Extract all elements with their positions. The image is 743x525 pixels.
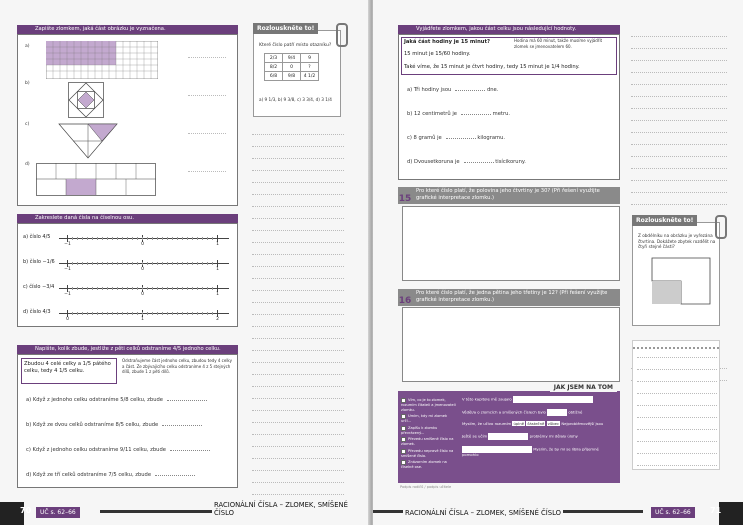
example-note: Hodina má 60 minut, takže musíme vyjádřit zlomek se jmenovatelem 60. bbox=[514, 38, 603, 49]
puzzle-title-2: Rozlouskněte to! bbox=[632, 215, 697, 226]
reflection-line-2: Věděl/a o zlomcích a smíšených číslech bylo obtížné bbox=[462, 409, 583, 415]
axis-minor-tick bbox=[162, 312, 163, 315]
axis-minor-tick bbox=[117, 312, 118, 315]
axis-minor-tick bbox=[82, 312, 83, 315]
exercise-15-header: Pro které číslo platí, že polovina jeho čtvrtiny je 30? (Při řešení využijte grafické interpretace zlomku.) bbox=[398, 187, 620, 204]
axis-minor-tick bbox=[72, 312, 73, 315]
axis-minor-tick bbox=[212, 237, 213, 240]
axis-minor-tick bbox=[97, 262, 98, 265]
notes-lines-left bbox=[252, 134, 344, 518]
axis-minor-tick bbox=[82, 237, 83, 240]
axis-minor-tick bbox=[142, 237, 143, 240]
axis-minor-tick bbox=[132, 287, 133, 290]
axis-minor-tick bbox=[147, 312, 148, 315]
axis-minor-tick bbox=[167, 312, 168, 315]
reflection-line-5: Myslím, že by mi se líbila příjemné pomohlo bbox=[462, 446, 599, 457]
grid-cell: ? bbox=[301, 63, 319, 72]
axis-minor-tick bbox=[157, 237, 158, 240]
axis-tick-label: 0 bbox=[66, 317, 69, 322]
axis-minor-tick bbox=[192, 312, 193, 315]
answer-lines-11 bbox=[188, 57, 226, 183]
notepad bbox=[632, 340, 720, 470]
axis-tick-label: 1 bbox=[141, 317, 144, 322]
assessment-item: Zapíšu k zlomku převrácený... bbox=[401, 425, 438, 435]
grid-cell: 0 bbox=[283, 63, 301, 72]
l-shape-figure bbox=[651, 257, 711, 305]
axis-minor-tick bbox=[142, 312, 143, 315]
option-castecne[interactable]: částečně bbox=[527, 421, 545, 426]
assessment-item: Vím, co je to zlomek, rozumím čitateli a jmenovateli zlomku. bbox=[401, 398, 456, 412]
ex13-item-d: d) Když ze tří celků odstraníme 7/5 celku, zbude bbox=[26, 472, 195, 478]
puzzle-box-1 bbox=[253, 25, 341, 117]
axis-tick-label: 0 bbox=[141, 267, 144, 272]
grid-cell: 4 1/2 bbox=[301, 72, 319, 81]
reflection-line-4: Ještě se učím problémy mi dělaly úlohy bbox=[462, 433, 578, 438]
page-ref-left: UČ s. 62–66 bbox=[36, 507, 80, 518]
puzzle-grid bbox=[264, 53, 319, 81]
axis-minor-tick bbox=[147, 287, 148, 290]
square-figure-b bbox=[68, 82, 104, 118]
axis-minor-tick bbox=[157, 312, 158, 315]
axis-minor-tick bbox=[132, 262, 133, 265]
notes-lines-right bbox=[631, 36, 727, 216]
axis-minor-tick bbox=[117, 237, 118, 240]
axis-minor-tick bbox=[142, 287, 143, 290]
axis-tick bbox=[217, 235, 218, 242]
axis-minor-tick bbox=[72, 287, 73, 290]
axis-minor-tick bbox=[182, 287, 183, 290]
axis-minor-tick bbox=[122, 312, 123, 315]
self-assessment-list bbox=[401, 398, 457, 472]
axis-minor-tick bbox=[107, 262, 108, 265]
axis-minor-tick bbox=[152, 237, 153, 240]
axis-minor-tick bbox=[162, 237, 163, 240]
axis-minor-tick bbox=[187, 237, 188, 240]
axis-minor-tick bbox=[127, 287, 128, 290]
signature-caption: Podpis rodičů / podpis učitele bbox=[400, 485, 452, 489]
footer-title-left: RACIONÁLNÍ ČÍSLA – ZLOMEK, SMÍŠENÉ ČÍSLO bbox=[212, 501, 370, 517]
axis-minor-tick bbox=[197, 237, 198, 240]
axis-minor-tick bbox=[177, 262, 178, 265]
page-number-left: 70 bbox=[20, 506, 32, 515]
axis-minor-tick bbox=[202, 237, 203, 240]
axis-minor-tick bbox=[207, 262, 208, 265]
axis-tick-label: 1 bbox=[216, 242, 219, 247]
axis-tick-label: −1 bbox=[64, 267, 71, 272]
axis-minor-tick bbox=[77, 287, 78, 290]
axis-minor-tick bbox=[177, 287, 178, 290]
clip-icon bbox=[715, 215, 727, 239]
number-line-axis[interactable] bbox=[59, 288, 229, 289]
grid-figure-a bbox=[46, 41, 158, 79]
axis-minor-tick bbox=[157, 287, 158, 290]
axis-minor-tick bbox=[152, 312, 153, 315]
axis-minor-tick bbox=[92, 287, 93, 290]
axis-minor-tick bbox=[162, 262, 163, 265]
reflection-line-3: Myslím, že učivo rozumím úplně částečně vůbec Nejproblémovější jsou bbox=[462, 421, 604, 426]
puzzle-title-1: Rozlouskněte to! bbox=[253, 23, 318, 34]
ex14-item-a: a) Tři hodiny jsou dne. bbox=[407, 87, 499, 93]
left-page bbox=[0, 0, 370, 525]
axis-minor-tick bbox=[132, 312, 133, 315]
axis-minor-tick bbox=[82, 262, 83, 265]
axis-minor-tick bbox=[97, 287, 98, 290]
axis-minor-tick bbox=[107, 237, 108, 240]
axis-tick-label: −1 bbox=[64, 292, 71, 297]
axis-minor-tick bbox=[112, 262, 113, 265]
axis-minor-tick bbox=[112, 312, 113, 315]
axis-minor-tick bbox=[202, 287, 203, 290]
axis-tick bbox=[67, 310, 68, 317]
axis-minor-tick bbox=[182, 262, 183, 265]
axis-tick bbox=[67, 260, 68, 267]
axis-minor-tick bbox=[112, 287, 113, 290]
axis-minor-tick bbox=[122, 237, 123, 240]
label-c: c) bbox=[25, 122, 30, 127]
puzzle-answers: a) 9 1/3, b) 9 3/8, c) 3 3/4, d) 3 1/4 bbox=[259, 97, 332, 102]
grid-cell: 6/8 bbox=[265, 72, 283, 81]
assessment-item: Převedu nepravé číslo na smíšené číslo. bbox=[401, 448, 454, 458]
axis-minor-tick bbox=[207, 312, 208, 315]
axis-minor-tick bbox=[77, 237, 78, 240]
grid-cell: 9 bbox=[301, 54, 319, 63]
reflection-input-1[interactable] bbox=[513, 396, 593, 403]
exercise-14-header: Vyjádřete zlomkem, jakou část celku jsou následující hodnoty. bbox=[398, 25, 620, 34]
puzzle-question-2: Z obdélníku na obrázku je vyřezána čtvrtina. Dokážete zbytek rozdělit na čtyři stejné části? bbox=[638, 233, 716, 249]
footer-right-block bbox=[719, 502, 743, 525]
axis-minor-tick bbox=[87, 262, 88, 265]
number-line-label: d) číslo 4/3 bbox=[23, 309, 51, 315]
number-line-label: c) číslo −3/4 bbox=[23, 284, 55, 290]
number-line-label: b) číslo −1/6 bbox=[23, 259, 55, 265]
axis-minor-tick bbox=[207, 237, 208, 240]
notepad-rings bbox=[633, 347, 719, 349]
axis-minor-tick bbox=[207, 287, 208, 290]
axis-minor-tick bbox=[172, 312, 173, 315]
axis-minor-tick bbox=[137, 287, 138, 290]
ex14-item-c: c) 8 gramů je kilogramu. bbox=[407, 135, 506, 141]
axis-minor-tick bbox=[182, 237, 183, 240]
example-explanation: Odstraňujeme část jednoho celku, zbudou tedy 4 celky a část. Ze zbývajícího celku odstraníme 4 z 5 stejných dílů, zbude 1 z pěti dílů. bbox=[122, 358, 232, 374]
axis-minor-tick bbox=[142, 262, 143, 265]
axis-minor-tick bbox=[172, 237, 173, 240]
ex13-item-b: b) Když ze dvou celků odstraníme 8/5 celku, zbude bbox=[26, 422, 202, 428]
axis-minor-tick bbox=[87, 312, 88, 315]
axis-minor-tick bbox=[127, 237, 128, 240]
example-line-1: 15 minut je 15/60 hodiny. bbox=[404, 51, 471, 57]
assessment-item: Převedu smíšené číslo na zlomek. bbox=[401, 437, 454, 446]
axis-minor-tick bbox=[187, 262, 188, 265]
reflection-line-1: V této kapitole mě zaujalo bbox=[462, 396, 616, 403]
axis-minor-tick bbox=[187, 287, 188, 290]
self-assessment-box bbox=[398, 384, 620, 483]
axis-tick-label: 0 bbox=[141, 242, 144, 247]
axis-minor-tick bbox=[212, 287, 213, 290]
axis-minor-tick bbox=[167, 262, 168, 265]
self-reflection-area bbox=[462, 396, 616, 478]
number-line-row bbox=[23, 255, 233, 275]
notepad-lines bbox=[637, 357, 717, 477]
axis-tick bbox=[67, 285, 68, 292]
ex14-item-d: d) Dvousetkoruna je tisícikoruny. bbox=[407, 159, 526, 165]
exercise-12-header: Zakreslete daná čísla na číselnou osu. bbox=[17, 214, 238, 223]
axis-minor-tick bbox=[152, 287, 153, 290]
exercise-16-header: Pro které číslo platí, že jedna pětina jeho třetiny je 12? (Při řešení využijte grafické interpretace zlomku.) bbox=[398, 289, 620, 306]
axis-minor-tick bbox=[77, 312, 78, 315]
axis-minor-tick bbox=[167, 287, 168, 290]
axis-minor-tick bbox=[87, 237, 88, 240]
axis-minor-tick bbox=[197, 262, 198, 265]
exercise-14-box bbox=[398, 34, 620, 180]
reflection-input-2[interactable] bbox=[547, 409, 567, 416]
axis-minor-tick bbox=[92, 312, 93, 315]
axis-minor-tick bbox=[147, 262, 148, 265]
axis-minor-tick bbox=[102, 312, 103, 315]
number-line-row bbox=[23, 305, 233, 325]
axis-minor-tick bbox=[117, 262, 118, 265]
axis-minor-tick bbox=[107, 287, 108, 290]
exercise-11-box bbox=[17, 34, 238, 206]
exercise-15-answer-area bbox=[402, 206, 620, 281]
axis-tick bbox=[67, 235, 68, 242]
footer-title-right: RACIONÁLNÍ ČÍSLA – ZLOMEK, SMÍŠENÉ ČÍSLO bbox=[405, 509, 562, 517]
exercise-16-answer-area bbox=[402, 307, 620, 382]
exercise-12-box bbox=[17, 223, 238, 327]
axis-tick-label: 0 bbox=[141, 292, 144, 297]
grid-cell: 2/3 bbox=[265, 54, 283, 63]
example-question: Jaká část hodiny je 15 minut? bbox=[404, 39, 490, 45]
exercise-13-header: Napište, kolik zbude, jestliže z pěti celků odstraníme 4/5 jednoho celku. bbox=[17, 345, 238, 354]
axis-minor-tick bbox=[177, 237, 178, 240]
axis-minor-tick bbox=[172, 287, 173, 290]
axis-minor-tick bbox=[192, 287, 193, 290]
axis-minor-tick bbox=[132, 237, 133, 240]
axis-minor-tick bbox=[102, 237, 103, 240]
page-number-right: 71 bbox=[710, 506, 722, 515]
axis-minor-tick bbox=[162, 287, 163, 290]
axis-tick bbox=[217, 310, 218, 317]
axis-minor-tick bbox=[137, 312, 138, 315]
axis-minor-tick bbox=[87, 287, 88, 290]
puzzle-question-1: Které číslo patří místo otazníku? bbox=[259, 43, 332, 48]
number-line-axis[interactable] bbox=[59, 313, 229, 314]
ex14-item-b: b) 12 centimetrů je metru. bbox=[407, 111, 511, 117]
axis-minor-tick bbox=[82, 287, 83, 290]
axis-minor-tick bbox=[137, 237, 138, 240]
axis-minor-tick bbox=[152, 262, 153, 265]
axis-minor-tick bbox=[127, 312, 128, 315]
axis-minor-tick bbox=[97, 237, 98, 240]
right-page bbox=[373, 0, 743, 525]
axis-minor-tick bbox=[112, 237, 113, 240]
axis-minor-tick bbox=[72, 262, 73, 265]
axis-minor-tick bbox=[122, 262, 123, 265]
clip-icon bbox=[336, 23, 348, 47]
axis-minor-tick bbox=[167, 237, 168, 240]
axis-minor-tick bbox=[192, 262, 193, 265]
number-line-row bbox=[23, 280, 233, 300]
axis-minor-tick bbox=[187, 312, 188, 315]
axis-minor-tick bbox=[107, 312, 108, 315]
option-uplne[interactable]: úplně bbox=[513, 421, 525, 426]
axis-tick bbox=[217, 285, 218, 292]
triangle-figure-c bbox=[58, 123, 118, 159]
axis-minor-tick bbox=[102, 287, 103, 290]
axis-minor-tick bbox=[197, 312, 198, 315]
ex13-item-c: c) Když z jednoho celku odstraníme 9/11 celku, zbude bbox=[26, 447, 210, 453]
axis-minor-tick bbox=[127, 262, 128, 265]
example-box: Zbudou 4 celé celky a 1/5 pátého celku, tedy 4 1/5 celku. bbox=[21, 358, 117, 384]
axis-minor-tick bbox=[72, 237, 73, 240]
axis-minor-tick bbox=[212, 262, 213, 265]
ex13-item-a: a) Když z jednoho celku odstraníme 5/8 celku, zbude bbox=[26, 397, 207, 403]
grid-cell: 9/4 bbox=[283, 54, 301, 63]
axis-minor-tick bbox=[212, 312, 213, 315]
axis-minor-tick bbox=[147, 237, 148, 240]
axis-minor-tick bbox=[117, 287, 118, 290]
axis-minor-tick bbox=[97, 312, 98, 315]
axis-tick-label: 1 bbox=[216, 267, 219, 272]
grid-cell: 8/2 bbox=[265, 63, 283, 72]
puzzle-box-2 bbox=[632, 217, 720, 326]
axis-minor-tick bbox=[202, 262, 203, 265]
axis-minor-tick bbox=[172, 262, 173, 265]
number-line-row bbox=[23, 230, 233, 250]
exercise-15-number: 15 bbox=[398, 194, 412, 204]
number-line-axis[interactable] bbox=[59, 263, 229, 264]
axis-minor-tick bbox=[92, 262, 93, 265]
axis-minor-tick bbox=[157, 262, 158, 265]
bar-figure-d bbox=[36, 163, 156, 197]
axis-minor-tick bbox=[182, 312, 183, 315]
assessment-item: Znázorním zlomek na číselné ose. bbox=[401, 460, 447, 469]
exercise-16-number: 16 bbox=[398, 296, 412, 306]
axis-minor-tick bbox=[102, 262, 103, 265]
grid-cell: 9/8 bbox=[283, 72, 301, 81]
axis-minor-tick bbox=[197, 287, 198, 290]
example-line-2: Také víme, že 15 minut je čtvrt hodiny, tedy 15 minut je 1/4 hodiny. bbox=[404, 64, 580, 70]
axis-minor-tick bbox=[137, 262, 138, 265]
axis-tick bbox=[217, 260, 218, 267]
axis-tick-label: 2 bbox=[216, 317, 219, 322]
label-a: a) bbox=[25, 44, 30, 49]
self-assessment-title: JAK JSEM NA TOM bbox=[550, 383, 617, 392]
axis-minor-tick bbox=[77, 262, 78, 265]
axis-minor-tick bbox=[177, 312, 178, 315]
axis-tick-label: 1 bbox=[216, 292, 219, 297]
axis-minor-tick bbox=[92, 237, 93, 240]
assessment-item: Umím, kdy mi zlomek určí... bbox=[401, 414, 448, 423]
axis-tick-label: −1 bbox=[64, 242, 71, 247]
number-line-label: a) číslo 4/5 bbox=[23, 234, 51, 240]
reflection-input-4[interactable] bbox=[488, 433, 528, 440]
number-line-axis[interactable] bbox=[59, 238, 229, 239]
page-ref-right: UČ s. 62–66 bbox=[651, 507, 695, 518]
axis-minor-tick bbox=[202, 312, 203, 315]
axis-minor-tick bbox=[122, 287, 123, 290]
option-vubec[interactable]: vůbec bbox=[547, 421, 560, 426]
label-b: b) bbox=[25, 81, 30, 86]
axis-minor-tick bbox=[192, 237, 193, 240]
exercise-13-box bbox=[17, 354, 238, 488]
label-d: d) bbox=[25, 162, 30, 167]
exercise-11-header: Zapište zlomkem, jaká část obrázku je vyznačena. bbox=[17, 25, 238, 34]
